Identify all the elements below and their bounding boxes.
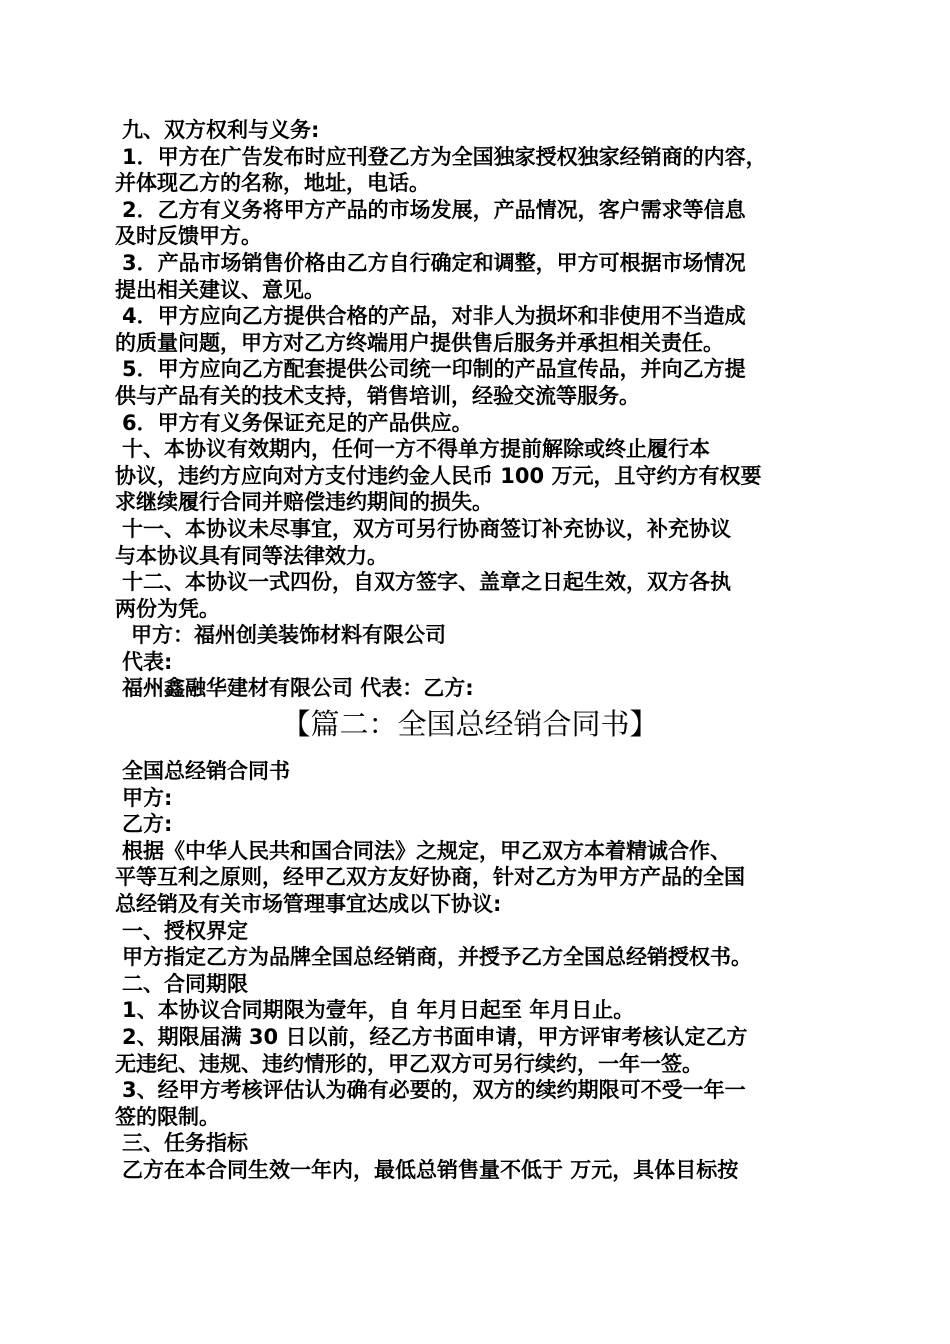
section-2-item-1: 1、本协议合同期限为壹年，自 年月日起至 年月日止。 xyxy=(122,998,635,1023)
clause-12-line-2: 两份为凭。 xyxy=(115,596,220,621)
clause-9-item-2-line-1: 2．乙方有义务将甲方产品的市场发展，产品情况，客户需求等信息 xyxy=(122,197,746,222)
intro-line-2: 平等互利之原则，经甲乙双方友好协商，针对乙方为甲方产品的全国 xyxy=(115,865,745,890)
clause-10-line-2: 协议，违约方应向对方支付违约金人民币 100 万元，且守约方有权要 xyxy=(115,463,762,488)
clause-9-item-1-line-1: 1．甲方在广告发布时应刊登乙方为全国独家授权独家经销商的内容， xyxy=(122,144,767,169)
document-body xyxy=(115,117,845,1184)
party-b-label: 乙方: xyxy=(122,812,173,837)
clause-9-item-3-line-2: 提出相关建议、意见。 xyxy=(115,277,325,302)
clause-9-item-2-line-2: 及时反馈甲方。 xyxy=(115,224,262,249)
party-b-signature-line: 福州鑫融华建材有限公司 代表：乙方: xyxy=(122,676,474,701)
party-a-label: 甲方: xyxy=(122,785,173,810)
clause-9-item-1-line-2: 并体现乙方的名称，地址，电话。 xyxy=(115,171,430,196)
clause-9-item-6: 6．甲方有义务保证充足的产品供应。 xyxy=(122,410,473,435)
section-2-item-3-line-2: 签的限制。 xyxy=(115,1104,220,1129)
clause-11-line-2: 与本协议具有同等法律效力。 xyxy=(115,543,388,568)
section-1-heading: 一、授权界定 xyxy=(122,918,248,943)
section-3-heading: 三、任务指标 xyxy=(122,1131,248,1156)
clause-12-line-1: 十二、本协议一式四份，自双方签字、盖章之日起生效，双方各执 xyxy=(122,570,731,595)
party-a-signature-line: 甲方：福州创美装饰材料有限公司 xyxy=(131,623,446,648)
clause-9-item-3-line-1: 3．产品市场销售价格由乙方自行确定和调整，甲方可根据市场情况 xyxy=(122,250,746,275)
clause-9-item-4-line-1: 4．甲方应向乙方提供合格的产品，对非人为损坏和非使用不当造成 xyxy=(122,304,746,329)
clause-9-item-5-line-2: 供与产品有关的技术支持，销售培训，经验交流等服务。 xyxy=(115,383,640,408)
contract-title: 全国总经销合同书 xyxy=(122,759,290,784)
section-title-part-2: 【篇二：全国总经销合同书】 xyxy=(281,707,659,742)
clause-9-item-4-line-2: 的质量问题，甲方对乙方终端用户提供售后服务并承担相关责任。 xyxy=(115,330,724,355)
section-3-text: 乙方在本合同生效一年内，最低总销售量不低于 万元，具体目标按 xyxy=(122,1157,739,1182)
intro-line-1: 根据《中华人民共和国合同法》之规定，甲乙双方本着精诚合作、 xyxy=(122,838,731,863)
intro-line-3: 总经销及有关市场管理事宜达成以下协议: xyxy=(115,892,502,917)
clause-10-line-3: 求继续履行合同并赔偿违约期间的损失。 xyxy=(115,490,493,515)
section-2-item-3-line-1: 3、经甲方考核评估认为确有必要的，双方的续约期限可不受一年一 xyxy=(122,1078,746,1103)
clause-9-item-5-line-1: 5．甲方应向乙方配套提供公司统一印制的产品宣传品，并向乙方提 xyxy=(122,357,746,382)
clause-11-line-1: 十一、本协议未尽事宜，双方可另行协商签订补充协议，补充协议 xyxy=(122,516,731,541)
clause-10-line-1: 十、本协议有效期内，任何一方不得单方提前解除或终止履行本 xyxy=(122,437,710,462)
section-2-item-2-line-1: 2、期限届满 30 日以前，经乙方书面申请，甲方评审考核认定乙方 xyxy=(122,1025,748,1049)
section-2-heading: 二、合同期限 xyxy=(122,971,248,996)
clause-9-heading: 九、双方权利与义务: xyxy=(122,118,320,142)
section-1-text: 甲方指定乙方为品牌全国总经销商，并授予乙方全国总经销授权书。 xyxy=(122,945,752,970)
representative-line: 代表: xyxy=(122,649,173,674)
section-2-item-2-line-2: 无违纪、违规、违约情形的，甲乙双方可另行续约，一年一签。 xyxy=(115,1051,703,1076)
